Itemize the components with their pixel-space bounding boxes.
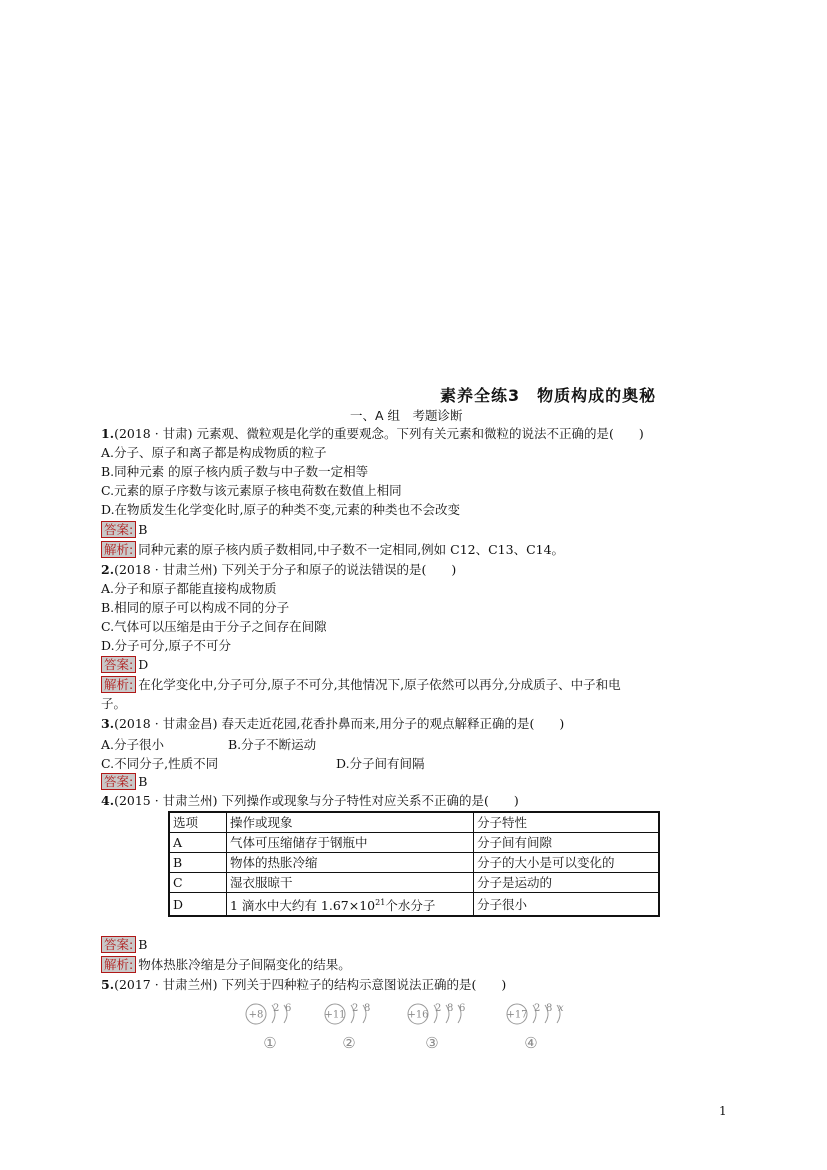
question-text: (2018 · 甘肃兰州) 下列关于分子和原子的说法错误的是( ) [114,562,457,577]
atom-diagram [324,1003,370,1052]
question-3-option-d: D.分子间有间隔 [336,756,425,771]
question-3-option-b: B.分子不断运动 [228,737,317,752]
electron-count: 2 [352,1003,359,1014]
analysis-text: 同种元素的原子核内质子数相同,中子数不一定相同,例如 C12、C13、C14。 [138,542,565,557]
question-4-answer [101,936,147,954]
question-3-answer [101,773,147,791]
nucleus-charge: +16 [407,1009,429,1021]
answer-value: B [138,522,148,537]
table-header-cell: 选项 [169,812,227,833]
question-number: 1. [101,426,115,441]
electron-count: 6 [285,1003,292,1014]
table-cell: C [169,873,227,893]
electron-count: 2 [435,1003,442,1014]
page-title: 素养全练3 物质构成的奥秘 [440,386,657,405]
answer-value: B [138,937,148,952]
electron-count: 8 [546,1003,553,1014]
electron-count: x [558,1003,564,1014]
question-2-analysis-cont: 子。 [101,696,127,711]
diagram-label: ① [263,1034,277,1052]
question-1-stem [101,425,644,443]
question-2-stem [101,561,456,579]
table-cell: 分子间有间隙 [474,833,660,853]
question-4-stem [101,792,519,810]
answer-value: B [138,774,148,789]
question-1-option-c: C.元素的原子序数与该元素原子核电荷数在数值上相同 [101,483,402,498]
question-number: 5. [101,977,115,992]
table-cell: 分子很小 [474,893,660,917]
question-1-analysis [101,541,564,559]
table-cell: 分子的大小是可以变化的 [474,853,660,873]
question-2-analysis [101,676,621,694]
table-row [169,833,659,853]
table-cell [227,893,474,917]
table-cell: D [169,893,227,917]
table-cell: 气体可压缩储存于钢瓶中 [227,833,474,853]
question-1-answer [101,521,147,539]
question-text: (2015 · 甘肃兰州) 下列操作或现象与分子特性对应关系不正确的是( ) [114,793,519,808]
question-1-option-b: B.同种元素 的原子核内质子数与中子数一定相等 [101,464,369,479]
analysis-tag: 解析: [101,956,136,973]
table-cell: A [169,833,227,853]
question-text: (2018 · 甘肃) 元素观、微粒观是化学的重要观念。下列有关元素和微粒的说法不正确的是( ) [114,426,644,441]
answer-value: D [138,657,149,672]
table-header-row [169,812,659,833]
section-subtitle: 一、A 组 考题诊断 [350,408,463,423]
question-1-option-d: D.在物质发生化学变化时,原子的种类不变,元素的种类也不会改变 [101,502,460,517]
analysis-tag: 解析: [101,676,136,693]
question-2-option-c: C.气体可以压缩是由于分子之间存在间隙 [101,619,327,634]
diagram-label: ② [342,1034,356,1052]
table-cell: 湿衣服晾干 [227,873,474,893]
table-row [169,893,659,917]
question-number: 2. [101,562,115,577]
electron-count: 8 [364,1003,371,1014]
table-cell: 分子是运动的 [474,873,660,893]
electron-count: 6 [459,1003,466,1014]
analysis-tag: 解析: [101,541,136,558]
table-cell: B [169,853,227,873]
question-number: 3. [101,716,115,731]
question-2-answer [101,656,148,674]
table-cell-text: 1 滴水中大约有 1.67×10 [230,898,376,914]
answer-tag: 答案: [101,773,136,790]
atom-diagram [506,1003,564,1052]
question-3-option-c: C.不同分子,性质不同 [101,756,219,771]
table-cell: 物体的热胀冷缩 [227,853,474,873]
question-text: (2018 · 甘肃金昌) 春天走近花园,花香扑鼻而来,用分子的观点解释正确的是( ) [114,716,565,731]
exponent: 21 [375,898,386,907]
question-1-option-a: A.分子、原子和离子都是构成物质的粒子 [101,445,327,460]
question-3-stem [101,715,564,733]
answer-tag: 答案: [101,521,136,538]
atomic-structure-diagrams [240,1000,600,1056]
table-cell-text: 个水分子 [385,898,436,914]
question-4-table [168,811,660,917]
electron-count: 2 [273,1003,280,1014]
diagram-label: ④ [524,1034,538,1052]
nucleus-charge: +17 [506,1009,528,1021]
question-4-analysis [101,956,351,974]
question-2-option-b: B.相同的原子可以构成不同的分子 [101,600,290,615]
table-header-cell: 操作或现象 [227,812,474,833]
table-row [169,873,659,893]
answer-tag: 答案: [101,936,136,953]
table-header-cell: 分子特性 [474,812,660,833]
question-5-stem [101,976,506,994]
answer-tag: 答案: [101,656,136,673]
diagram-label: ③ [425,1034,439,1052]
nucleus-charge: +8 [248,1009,264,1021]
page-number: 1 [719,1104,727,1118]
analysis-text: 在化学变化中,分子可分,原子不可分,其他情况下,原子依然可以再分,分成质子、中子和电 [138,677,621,692]
nucleus-charge: +11 [324,1009,346,1021]
question-3-option-a: A.分子很小 [101,737,165,752]
electron-count: 8 [447,1003,454,1014]
atom-diagram [246,1003,291,1052]
question-number: 4. [101,793,115,808]
question-2-option-d: D.分子可分,原子不可分 [101,638,232,653]
electron-count: 2 [534,1003,541,1014]
question-text: (2017 · 甘肃兰州) 下列关于四种粒子的结构示意图说法正确的是( ) [114,977,507,992]
table-row [169,853,659,873]
analysis-text: 物体热胀冷缩是分子间隔变化的结果。 [138,957,351,972]
atom-diagram [407,1003,465,1052]
question-2-option-a: A.分子和原子都能直接构成物质 [101,581,277,596]
